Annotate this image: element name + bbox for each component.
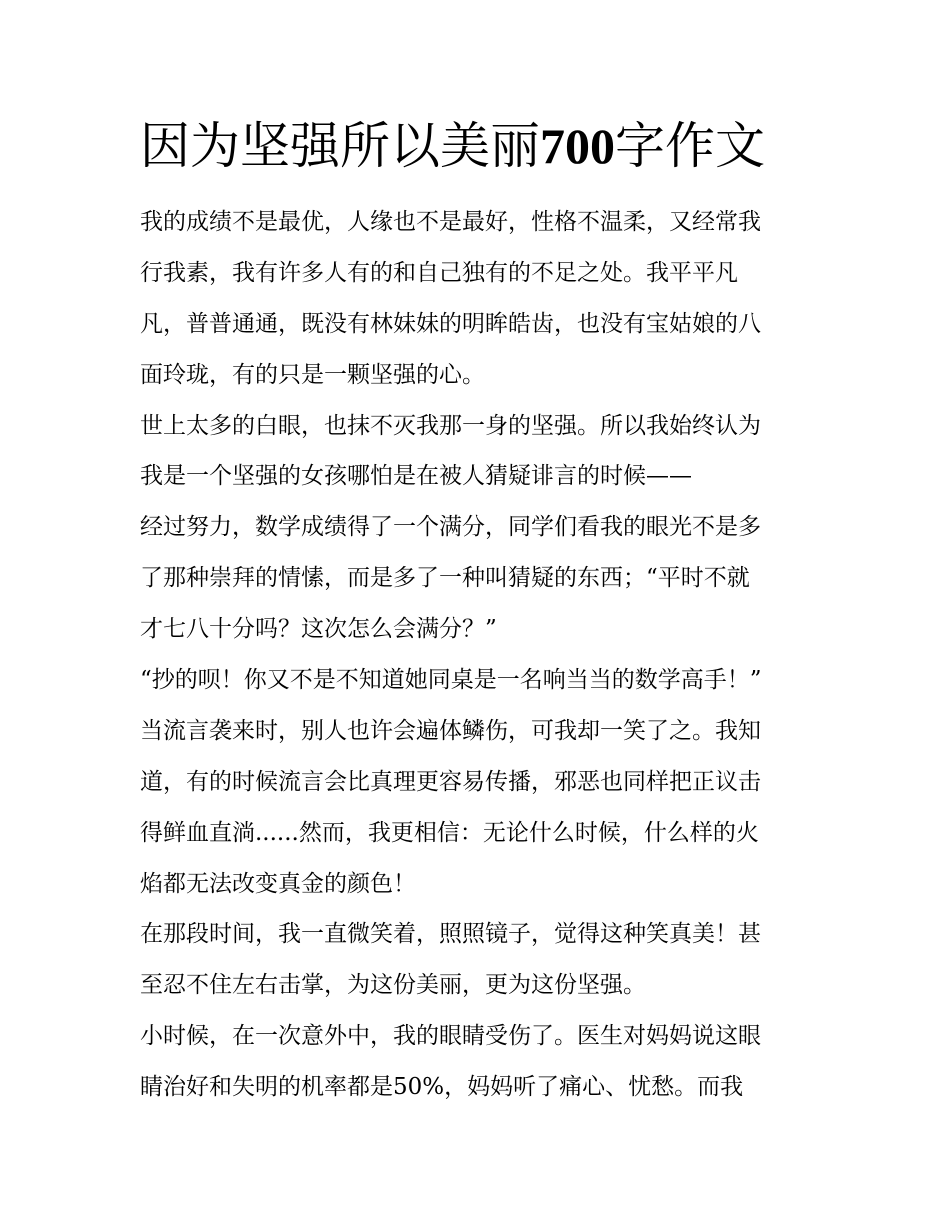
text-line: 行我素，我有许多人有的和自己独有的不足之处。我平平凡	[140, 259, 738, 286]
text-line: 当流言袭来时，别人也许会遍体鳞伤，可我却一笑了之。我知	[140, 717, 761, 744]
text-line: 世上太多的白眼，也抹不灭我那一身的坚强。所以我始终认为	[140, 412, 761, 439]
text-line: 在那段时间，我一直微笑着，照照镜子，觉得这种笑真美！甚	[140, 921, 761, 948]
page-title	[140, 112, 840, 180]
text-line: 经过努力，数学成绩得了一个满分，同学们看我的眼光不是多	[140, 514, 761, 541]
text-line: 面玲珑，有的只是一颗坚强的心。	[140, 361, 485, 388]
title-suffix: 字作文	[615, 117, 765, 175]
title-number: 700	[540, 118, 615, 174]
text-line: 我是一个坚强的女孩哪怕是在被人猜疑诽言的时候——	[140, 463, 692, 490]
text-line: 小时候，在一次意外中，我的眼睛受伤了。医生对妈妈说这眼	[140, 1023, 761, 1050]
text-line: 道，有的时候流言会比真理更容易传播，邪恶也同样把正议击	[140, 768, 761, 795]
title-prefix: 因为坚强所以美丽	[140, 117, 540, 175]
text-line: “抄的呗！你又不是不知道她同桌是一名响当当的数学高手！”	[140, 667, 762, 694]
text-line: 我的成绩不是最优，人缘也不是最好，性格不温柔，又经常我	[140, 209, 761, 235]
text-line: 才七八十分吗？这次怎么会满分？”	[140, 616, 497, 643]
text-line: 焰都无法改变真金的颜色！	[140, 870, 416, 897]
text-line: 至忍不住左右击掌，为这份美丽，更为这份坚强。	[140, 972, 646, 999]
text-line: 凡，普普通通，既没有林妹妹的明眸皓齿，也没有宝姑娘的八	[140, 310, 761, 337]
text-line: 了那种崇拜的情愫，而是多了一种叫猜疑的东西；“平时不就	[140, 565, 750, 592]
essay-body	[140, 197, 820, 1113]
text-line: 得鲜血直淌......然而，我更相信：无论什么时候，什么样的火	[140, 819, 759, 846]
text-line: 睛治好和失明的机率都是50%，妈妈听了痛心、忧愁。而我	[140, 1074, 744, 1101]
